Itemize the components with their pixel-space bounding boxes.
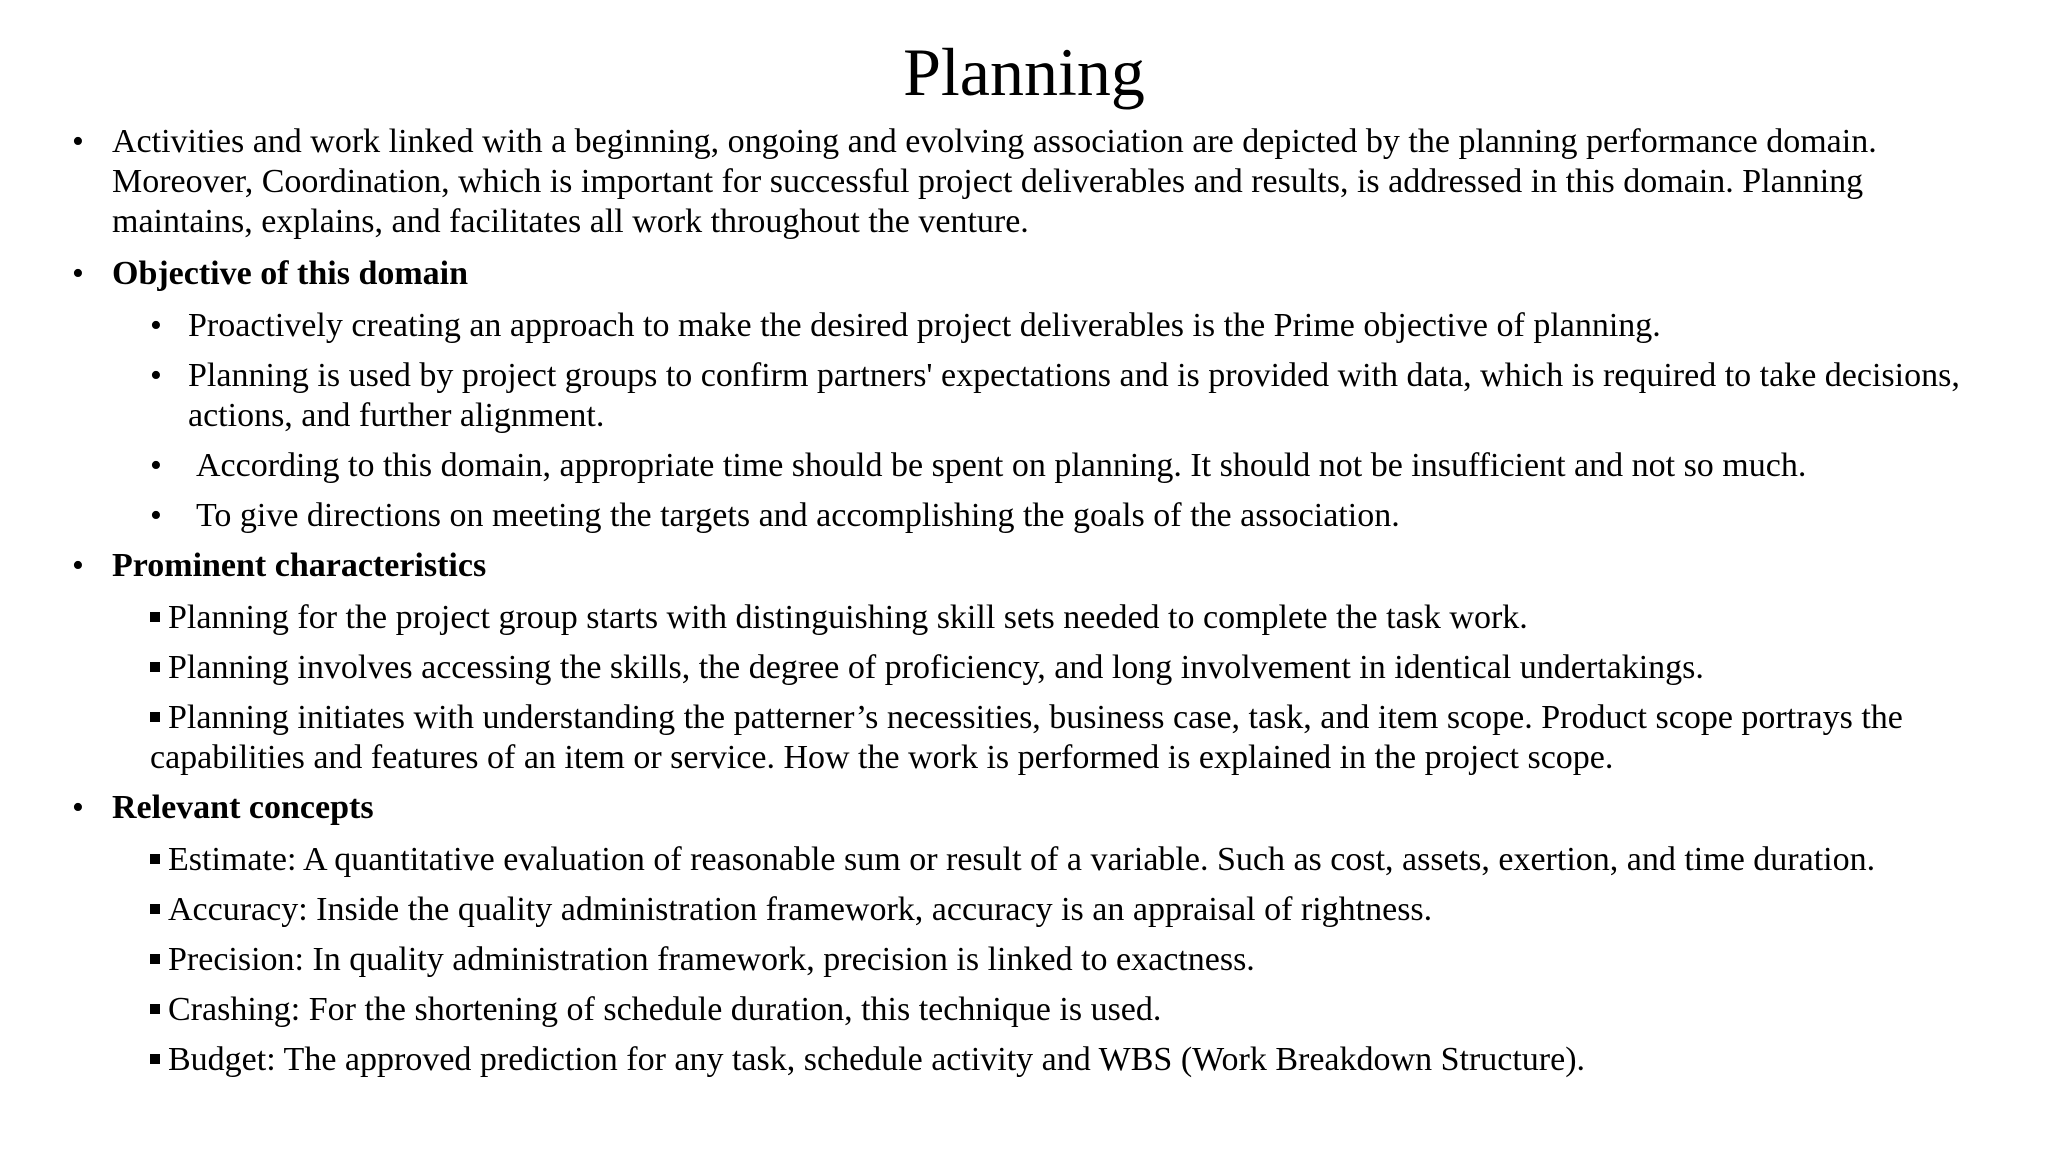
concept-item-text: Precision: In quality administration framework, precision is linked to exactness. [168,941,1255,978]
objective-item-text: To give directions on meeting the targets and accomplishing the goals of the association. [196,497,1400,534]
concept-item [68,890,2008,930]
square-bullet-icon [150,712,160,722]
objective-item [68,356,2008,436]
bullet-dot-icon: • [72,789,84,826]
square-bullet-icon [150,612,160,622]
slide-content [68,122,2008,1090]
objective-item-text: Proactively creating an approach to make the desired project deliverables is the Prime objective of planning. [188,307,1661,344]
square-bullet-icon [150,954,160,964]
concepts-heading: Relevant concepts [112,789,374,826]
concept-item [68,840,2008,880]
bullet-dot-icon: • [150,307,162,344]
characteristic-item-text: Planning for the project group starts with distinguishing skill sets needed to complete the task work. [168,599,1528,636]
square-bullet-icon [150,1004,160,1014]
concept-item [68,990,2008,1030]
characteristic-item [68,648,2008,688]
square-bullet-icon [150,1054,160,1064]
concept-item-text: Budget: The approved prediction for any task, schedule activity and WBS (Work Breakdown Structure). [168,1041,1586,1078]
bullet-dot-icon: • [150,357,162,394]
concept-item [68,1040,2008,1080]
characteristic-item [68,598,2008,638]
bullet-dot-icon: • [72,547,84,584]
square-bullet-icon [150,854,160,864]
slide-title: Planning [903,34,1145,110]
bullet-dot-icon: • [72,255,84,292]
objective-item [68,496,2008,536]
objective-item-text: Planning is used by project groups to confirm partners' expectations and is provided with data, which is required to take decisions, actions, and further alignment. [188,357,1960,434]
bullet-dot-icon: • [150,497,162,534]
bullet-dot-icon: • [72,123,84,160]
concept-item-text: Accuracy: Inside the quality administration framework, accuracy is an appraisal of rightness. [168,891,1433,928]
objective-item [68,446,2008,486]
bullet-dot-icon: • [150,447,162,484]
square-bullet-icon [150,904,160,914]
characteristics-heading: Prominent characteristics [112,547,487,584]
concepts-heading-bullet [68,788,2008,828]
square-bullet-icon [150,662,160,672]
characteristic-item-text: Planning involves accessing the skills, the degree of proficiency, and long involvement in identical undertakings. [168,649,1704,686]
characteristic-item-text: Planning initiates with understanding the patterner’s necessities, business case, task, and item scope. Product scope portrays the capabilities and features of an item or service. How the work is performed is explained in the project scope. [150,699,1903,776]
objective-item-text: According to this domain, appropriate time should be spent on planning. It should not be insufficient and not so much. [196,447,1807,484]
objective-heading-bullet [68,254,2008,294]
characteristic-item [68,698,2008,778]
concept-item [68,940,2008,980]
objective-heading: Objective of this domain [112,255,469,292]
concept-item-text: Crashing: For the shortening of schedule duration, this technique is used. [168,991,1162,1028]
intro-bullet [68,122,2008,242]
objective-item [68,306,2008,346]
characteristics-heading-bullet [68,546,2008,586]
intro-text: Activities and work linked with a beginning, ongoing and evolving association are depicted by the planning performance domain. Moreover, Coordination, which is important for successful project deliverables and results, is addressed in this domain. Planning maintains, explains, and facilitates all work throughout the venture. [112,123,1877,240]
concept-item-text: Estimate: A quantitative evaluation of reasonable sum or result of a variable. Such as cost, assets, exertion, and time duration. [168,841,1876,878]
